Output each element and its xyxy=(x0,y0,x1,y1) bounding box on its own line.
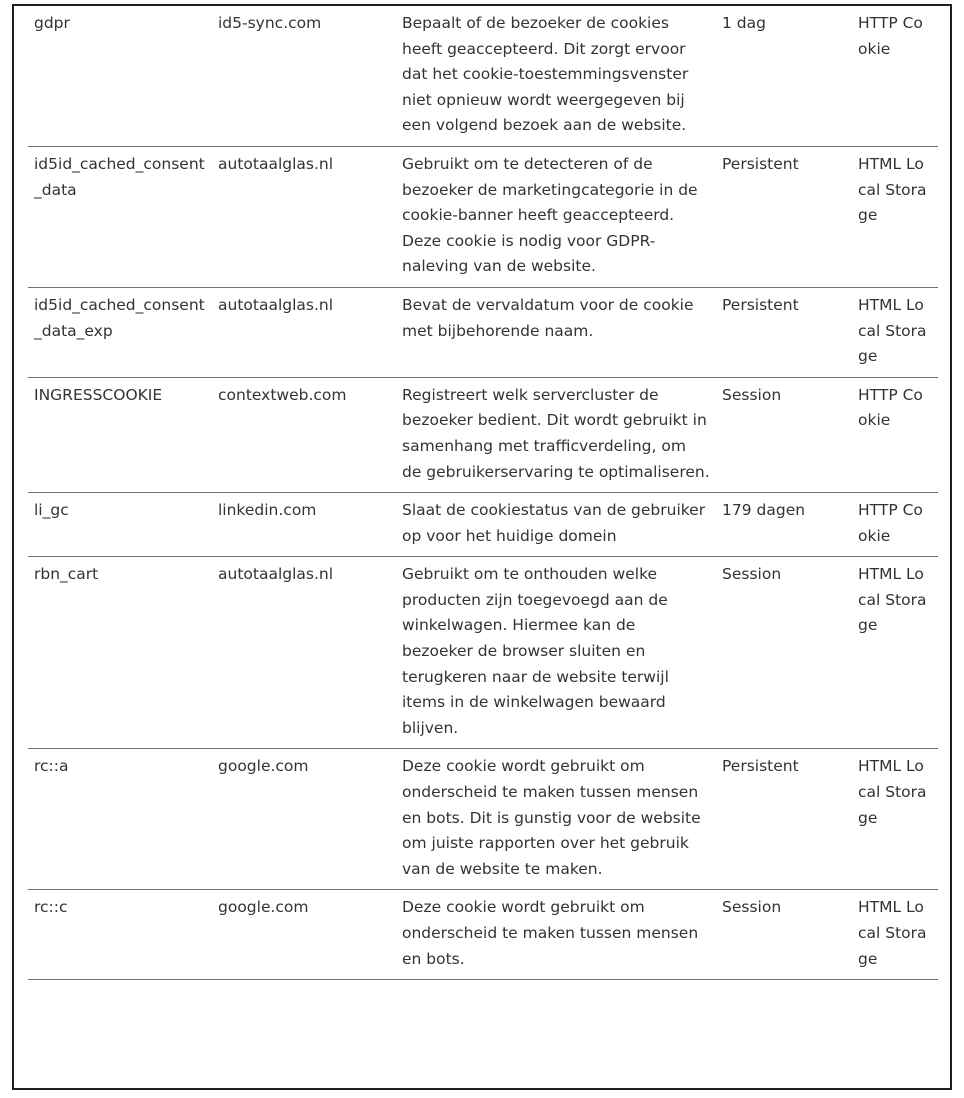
cookie-expiry: Persistent xyxy=(716,749,852,890)
cookie-name: INGRESSCOOKIE xyxy=(28,377,212,492)
cookie-domain: autotaalglas.nl xyxy=(212,557,396,749)
cookie-row-ingresscookie xyxy=(28,377,938,492)
cookie-expiry: Session xyxy=(716,377,852,492)
cookie-description: Deze cookie wordt gebruikt om onderscheid te maken tussen mensen en bots. xyxy=(396,890,716,980)
cookie-name: li_gc xyxy=(28,493,212,557)
cookie-name: gdpr xyxy=(28,6,212,146)
cookie-domain: id5-sync.com xyxy=(212,6,396,146)
cookie-row-id5id-cached-consent-data-exp xyxy=(28,287,938,377)
cookie-domain: google.com xyxy=(212,890,396,980)
cookie-type: HTTP Cookie xyxy=(852,493,938,557)
cookie-description: Slaat de cookiestatus van de gebruiker op voor het huidige domein xyxy=(396,493,716,557)
cookie-type: HTML Local Storage xyxy=(852,287,938,377)
cookie-description: Gebruikt om te onthouden welke producten zijn toegevoegd aan de winkelwagen. Hiermee kan de bezoeker de browser sluiten en terugkeren naar de website terwijl items in de winkelwagen bewaard blijven. xyxy=(396,557,716,749)
cookie-name: rc::a xyxy=(28,749,212,890)
cookie-name: id5id_cached_consent_data_exp xyxy=(28,287,212,377)
cookie-name: id5id_cached_consent_data xyxy=(28,146,212,287)
cookie-name: rbn_cart xyxy=(28,557,212,749)
cookie-expiry: Persistent xyxy=(716,287,852,377)
cookie-description: Bepaalt of de bezoeker de cookies heeft geaccepteerd. Dit zorgt ervoor dat het cookie-toestemmingsvenster niet opnieuw wordt weergegeven bij een volgend bezoek aan de website. xyxy=(396,6,716,146)
cookie-domain: google.com xyxy=(212,749,396,890)
cookie-row-id5id-cached-consent-data xyxy=(28,146,938,287)
cookie-row-li-gc xyxy=(28,493,938,557)
cookie-type: HTTP Cookie xyxy=(852,377,938,492)
cookie-expiry: 179 dagen xyxy=(716,493,852,557)
cookie-description: Registreert welk servercluster de bezoeker bedient. Dit wordt gebruikt in samenhang met trafficverdeling, om de gebruikerservaring te optimaliseren. xyxy=(396,377,716,492)
cookie-type: HTML Local Storage xyxy=(852,890,938,980)
cookie-table xyxy=(28,6,938,980)
cookie-description: Deze cookie wordt gebruikt om onderscheid te maken tussen mensen en bots. Dit is gunstig voor de website om juiste rapporten over het gebruik van de website te maken. xyxy=(396,749,716,890)
cookie-type: HTML Local Storage xyxy=(852,146,938,287)
cookie-row-rc-c xyxy=(28,890,938,980)
cookie-row-rbn-cart xyxy=(28,557,938,749)
cookie-expiry: 1 dag xyxy=(716,6,852,146)
cookie-type: HTML Local Storage xyxy=(852,749,938,890)
cookie-domain: autotaalglas.nl xyxy=(212,146,396,287)
cookie-domain: contextweb.com xyxy=(212,377,396,492)
cookie-domain: autotaalglas.nl xyxy=(212,287,396,377)
cookie-table-frame xyxy=(12,4,952,1090)
cookie-expiry: Session xyxy=(716,890,852,980)
cookie-description: Bevat de vervaldatum voor de cookie met bijbehorende naam. xyxy=(396,287,716,377)
cookie-domain: linkedin.com xyxy=(212,493,396,557)
cookie-row-rc-a xyxy=(28,749,938,890)
cookie-expiry: Session xyxy=(716,557,852,749)
cookie-expiry: Persistent xyxy=(716,146,852,287)
cookie-row-gdpr xyxy=(28,6,938,146)
cookie-name: rc::c xyxy=(28,890,212,980)
cookie-type: HTML Local Storage xyxy=(852,557,938,749)
cookie-type: HTTP Cookie xyxy=(852,6,938,146)
cookie-description: Gebruikt om te detecteren of de bezoeker de marketingcategorie in de cookie-banner heeft geaccepteerd. Deze cookie is nodig voor GDPR-naleving van de website. xyxy=(396,146,716,287)
